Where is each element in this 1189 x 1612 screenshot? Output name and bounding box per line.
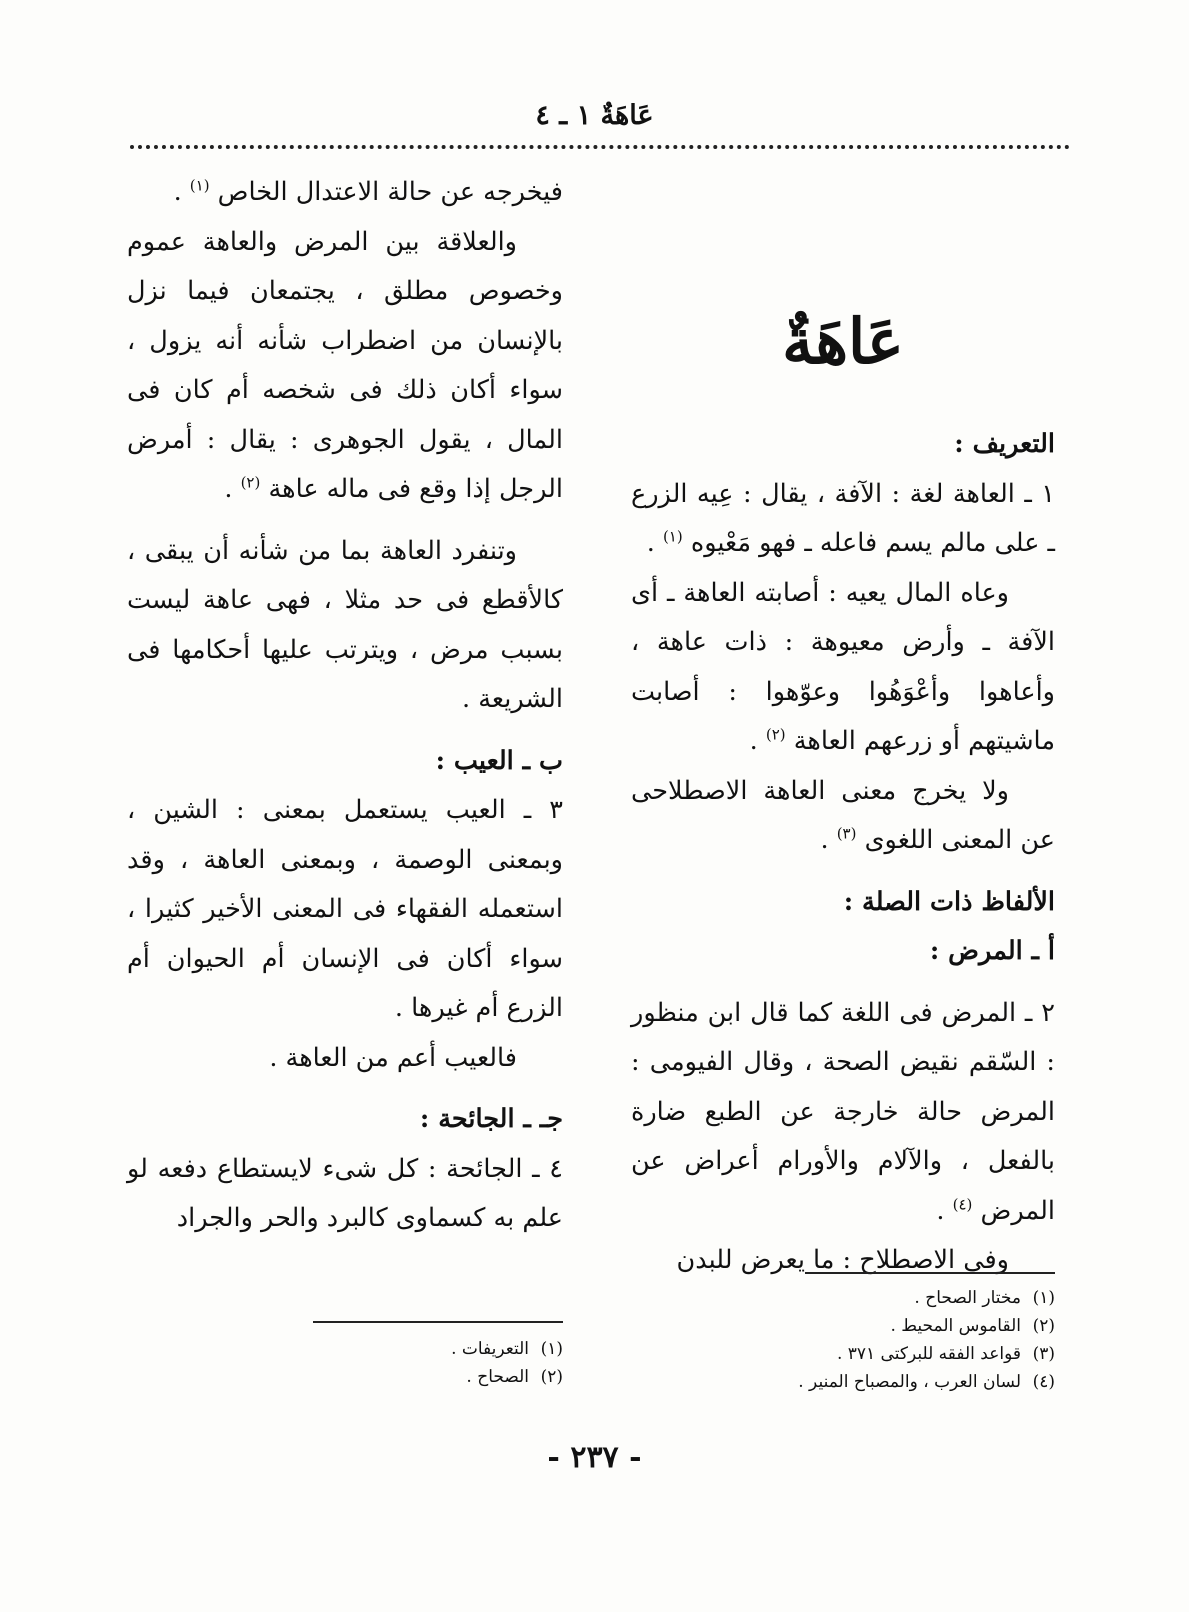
footnote-ref: (١) xyxy=(189,176,210,195)
paragraph: ٢ ـ المرض فى اللغة كما قال ابن منظور : السّقم نقيض الصحة ، وقال الفيومى : المرض حالة خارجة عن الطبع ضارة بالفعل ، والآلام والأورام أعراض عن المرض $^{(٤)}$ . xyxy=(631,997,1055,1226)
dotted-divider xyxy=(130,145,1070,149)
footnotes-left xyxy=(127,1335,563,1391)
footnote: (٣)قواعد الفقه للبركتى ٣٧١ . xyxy=(836,1344,1055,1364)
paragraph: فالعيب أعم من العاهة . xyxy=(269,1042,517,1073)
footnote: (١)مختار الصحاح . xyxy=(914,1288,1055,1308)
paragraph: وتنفرد العاهة بما من شأنه أن يبقى ، كالأقطع فى حد مثلا ، فهى عاهة ليست بسبب مرض ، ويترتب عليها أحكامها فى الشريعة . xyxy=(127,535,563,714)
paragraph: ولا يخرج معنى العاهة الاصطلاحى عن المعنى اللغوى $^{(٣)}$ . xyxy=(631,775,1055,855)
running-head: عَاهَةٌ ١ ـ ٤ xyxy=(535,100,654,131)
footnote: (١)التعريفات . xyxy=(451,1339,563,1359)
headword: عَاهَةٌ xyxy=(782,305,904,378)
paragraph: والعلاقة بين المرض والعاهة عموم وخصوص مطلق ، يجتمعان فيما نزل بالإنسان من اضطراب شأنه أنه يزول ، سواء أكان ذلك فى شخصه أم كان فى المال ، يقول الجوهرى : يقال : أمرض الرجل إذا وقع فى ماله عاهة $^{(٢)}$ . xyxy=(127,226,563,504)
page-number: - ٢٣٧ - xyxy=(547,1440,642,1475)
footnote-ref: (٢) xyxy=(765,725,786,744)
right-column xyxy=(631,168,1055,1286)
paragraph: ١ ـ العاهة لغة : الآفة ، يقال : عِيه الزرع ـ على مالم يسم فاعله ـ فهو مَعْيوه $^{(١)}$ . xyxy=(631,478,1055,558)
paragraph: ٣ ـ العيب يستعمل بمعنى : الشين ، وبمعنى الوصمة ، وبمعنى العاهة ، وقد استعمله الفقهاء فى المعنى الأخير كثيرا ، سواء أكان فى الإنسان أم الحيوان أم الزرع أم غيرها . xyxy=(127,795,563,1023)
heading-calamity: جـ ـ الجائحة : xyxy=(419,1104,563,1134)
heading-disease: أ ـ المرض : xyxy=(929,936,1055,966)
left-column xyxy=(127,168,563,1244)
paragraph: فيخرجه عن حالة الاعتدال الخاص $^{(١)}$ . xyxy=(173,176,563,207)
heading-definition: التعريف : xyxy=(954,429,1055,459)
footnote-ref: (٢) xyxy=(240,473,261,492)
footnote-ref: (٤) xyxy=(952,1195,973,1213)
footnote-ref: (٣) xyxy=(836,824,857,843)
paragraph: وفى الاصطلاح : ما يعرض للبدن xyxy=(676,1245,1009,1275)
footnote-rule-right xyxy=(805,1272,1055,1274)
footnotes-right xyxy=(631,1284,1055,1396)
footnote: (٢)القاموس المحيط . xyxy=(890,1316,1055,1336)
heading-related-terms: الألفاظ ذات الصلة : xyxy=(843,886,1055,917)
footnote: (٤)لسان العرب ، والمصباح المنير . xyxy=(798,1372,1055,1392)
heading-defect: ب ـ العيب : xyxy=(435,745,563,776)
paragraph: ٤ ـ الجائحة : كل شىء لايستطاع دفعه لو علم به كسماوى كالبرد والحر والجراد xyxy=(127,1153,563,1233)
paragraph: وعاه المال يعيه : أصابته العاهة ـ أى الآفة ـ وأرض معيوهة : ذات عاهة ، وأعاهوا وأعْوَهُوا وعوّهوا : أصابت ماشيتهم أو زرعهم العاهة $^{(٢)}$ . xyxy=(631,577,1055,756)
footnote-ref: (١) xyxy=(662,527,683,546)
footnote: (٢)الصحاح . xyxy=(466,1367,563,1387)
footnote-rule-left xyxy=(313,1321,563,1323)
